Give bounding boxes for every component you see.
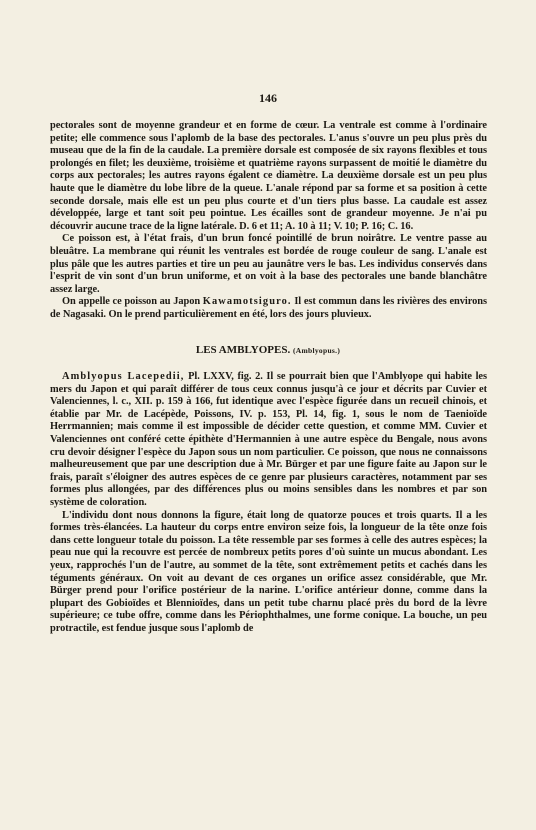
species-name: Amblyopus Lacepedii,	[62, 371, 185, 382]
text-run: On appelle ce poisson au Japon	[62, 296, 201, 308]
japanese-name: Kawamotsiguro.	[202, 296, 292, 308]
paragraph	[50, 296, 487, 321]
text-block-upper	[50, 120, 487, 322]
heading-latin: (Amblyopus.)	[292, 346, 341, 355]
paragraph: L'individu dont nous donnons la figure, était long de quatorze pouces et trois quarts. Il a les formes très-élancées. La hauteur du corps entre environ seize fois, la longueur de la tête onze fois dans cette longueur totale du poisson. La tête ressemble par ses formes à celle des autres espèces; la peau nue qui la recouvre est percée de nombreux petits pores d'où suinte un mucus abondant. Les yeux, rapprochés l'un de l'autre, au sommet de la tête, sont extrêmement petits et cachés dans les téguments généraux. On voit au devant de ces organes un orifice assez considérable, que Mr. Bürger prend pour l'orifice postérieur de la narine. L'orifice antérieur donne, comme dans la plupart des Gobioïdes et Blennioïdes, dans un petit tube charnu placé près du bord de la lèvre supérieure; ce tube offre, comme dans les Périophthalmes, une forme conique. La bouche, un peu protractile, est fendue jusque sous l'aplomb de	[50, 509, 487, 634]
section-heading	[0, 344, 536, 356]
text-run: Il est commun dans les rivières des environs de Nagasaki. On le prend particulièrement en été, lors des jours pluvieux.	[50, 296, 487, 320]
paragraph: pectorales sont de moyenne grandeur et en forme de cœur. La ventrale est comme à l'ordinaire petite; elle commence sous l'aplomb de la base des pectorales. L'anus s'ouvre un peu plus près du museau que de la fin de la caudale. La première dorsale est composée de six rayons flexibles et tous prolongés en filet; les deuxième, troisième et quatrième rayons surpassent de moitié le diamètre du corps aux pectorales; les autres rayons égalent ce diamètre. La deuxième dorsale est un peu plus haute que le diamètre du lobe libre de la queue. L'anale répond par sa forme et sa position à cette seconde dorsale, mais elle est un peu plus courte et d'un tiers plus basse. La caudale est assez développée, large et tant soit peu pointue. Les écailles sont de grandeur moyenne. Je n'ai pu découvrir aucune trace de la ligne latérale. D. 6 et 11; A. 10 à 11; V. 10; P. 16; C. 16.	[50, 120, 487, 232]
text-block-lower	[50, 371, 487, 635]
text-run: Pl. LXXV, fig. 2. Il se pourrait bien que l'Amblyope qui habite les mers du Japon et qui paraît différer de tous ceux connus jusqu'à ce jour et décrits par Cuvier et Valenciennes, l. c., XII. p. 159 à 166, fut identique avec l'espèce figurée dans un recueil chinois, et établie par Mr. de Lacépède, Poissons, IV. p. 153, Pl. 14, fig. 1, sous le nom de Taenioïde Herrmannien; mais comme il est impossible de décider cette question, et comme MM. Cuvier et Valenciennes ont conféré cette épithète d'Hermannien à une autre espèce du Bengale, nous avons cru devoir désigner l'espèce du Japon sous un nom particulier. Ce poisson, que nous ne connaissons malheureusement que par une description due à Mr. Bürger et par une figure faite au Japon sur le frais, paraît s'éloigner des autres espèces de ce genre par plusieurs caractères, notamment par ses formes plus allongées, par des différences plus ou moins sensibles dans les nombres et par son système de coloration.	[50, 371, 487, 508]
page-number: 146	[259, 91, 277, 105]
heading-title: LES AMBLYOPES.	[195, 344, 291, 356]
paragraph: Ce poisson est, à l'état frais, d'un brun foncé pointillé de brun noirâtre. Le ventre passe au bleuâtre. La membrane qui réunit les ventrales est bordée de rouge couleur de sang. L'anale est plus pâle que les autres parties et tire un peu au jaunâtre vers le bas. Les individus conservés dans l'esprit de vin sont d'un brun uniforme, et on voit à la base des pectorales une bande blanchâtre assez large.	[50, 233, 487, 295]
paragraph	[50, 371, 487, 510]
